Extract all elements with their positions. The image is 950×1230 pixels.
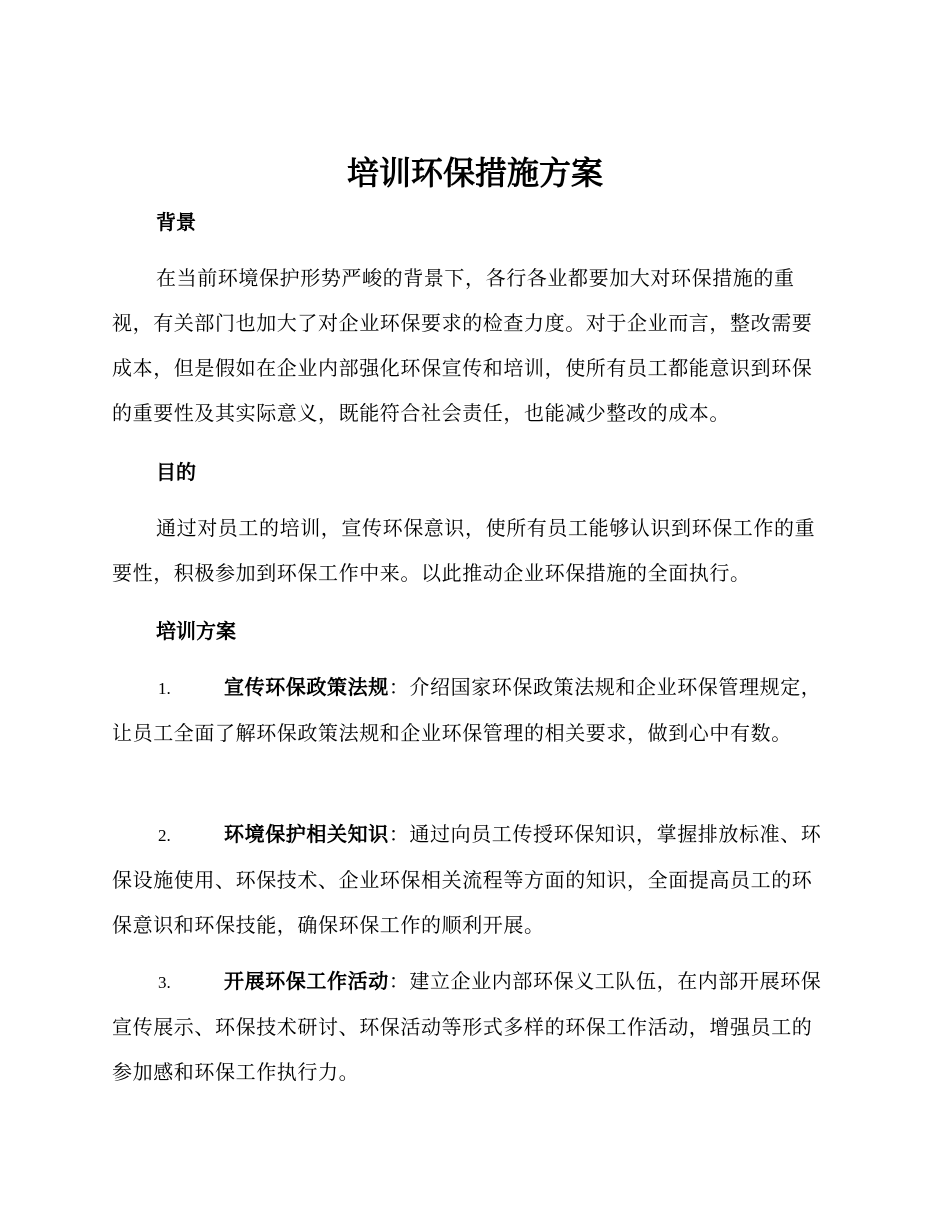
section-heading-background: 背景 — [156, 210, 196, 234]
plan-item-text: ：建立企业内部环保义工队伍，在内部开展环保宣传展示、环保技术研讨、环保活动等形式多样的环保工作活动，增强员工的参加感和环保工作执行力。 — [112, 969, 822, 1084]
plan-item-title: 开展环保工作活动 — [224, 969, 389, 993]
plan-item — [112, 959, 832, 1095]
plan-item-number: 3. — [158, 973, 171, 992]
plan-item-text: ：通过向员工传授环保知识，掌握排放标准、环保设施使用、环保技术、企业环保相关流程等方面的知识，全面提高员工的环保意识和环保技能，确保环保工作的顺利开展。 — [112, 822, 822, 937]
plan-item-number: 1. — [158, 679, 171, 698]
document-title: 培训环保措施方案 — [346, 154, 603, 192]
plan-item — [112, 665, 832, 756]
plan-item-title: 环境保护相关知识 — [224, 822, 389, 846]
background-paragraph: 在当前环境保护形势严峻的背景下，各行各业都要加大对环保措施的重视，有关部门也加大了对企业环保要求的检查力度。对于企业而言，整改需要成本，但是假如在企业内部强化环保宣传和培训，使所有员工都能意识到环保的重要性及其实际意义，既能符合社会责任，也能减少整改的成本。 — [112, 266, 813, 425]
plan-item-title: 宣传环保政策法规 — [224, 675, 389, 699]
section-heading-plan: 培训方案 — [156, 619, 236, 643]
plan-item-number: 2. — [158, 826, 171, 845]
purpose-paragraph: 通过对员工的培训，宣传环保意识，使所有员工能够认识到环保工作的重要性，积极参加到环保工作中来。以此推动企业环保措施的全面执行。 — [112, 516, 816, 585]
plan-item — [112, 812, 832, 948]
plan-item-text: ：介绍国家环保政策法规和企业环保管理规定，让员工全面了解环保政策法规和企业环保管理的相关要求，做到心中有数。 — [112, 675, 822, 745]
section-heading-purpose: 目的 — [156, 460, 196, 484]
